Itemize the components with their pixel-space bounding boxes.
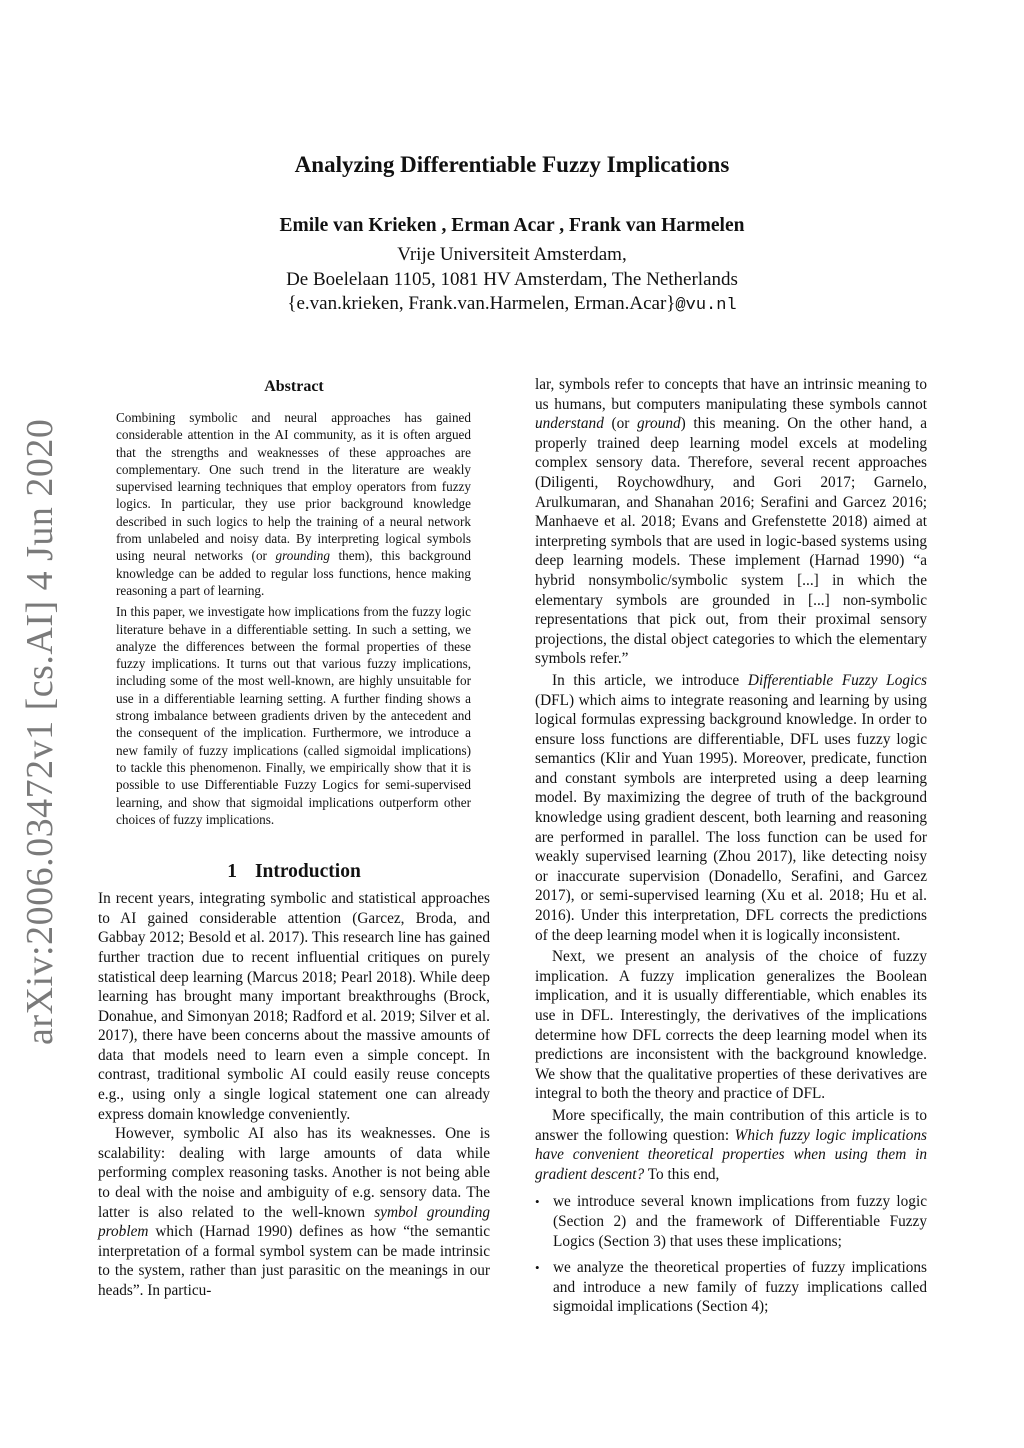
intro-paragraph-2: However, symbolic AI also has its weaknesses. One is scalability: dealing with large amounts of data while performing complex reasoning tasks. Another is not being able to deal with the noise and ambiguity of e.g. sensory data. The latter is also related to the well-known symbol grounding problem which (Harnad 1990) defines as how “the semantic interpretation of a formal symbol system can be made intrinsic to the system, rather than just parasitic on the meanings in our heads”. In particu- bbox=[98, 1125, 490, 1299]
right-paragraph-3: Next, we present an analysis of the choice of fuzzy implication. A fuzzy implication generalizes the Boolean implication, and it is usually differentiable, which enables its use in DFL. Interestingly, the derivatives of the implications determine how DFL corrects the deep learning model when its predictions are inconsistent with the background knowledge. We show that the qualitative properties of these derivatives are integral to both the theory and practice of DFL. bbox=[535, 948, 927, 1103]
right-paragraph-2: In this article, we introduce Differentiable Fuzzy Logics (DFL) which aims to integrate reasoning and learning by using logical formulas expressing background knowledge. In order to ensure loss functions are differentiable, DFL uses fuzzy logic semantics (Klir and Yuan 1995). Moreover, predicate, function and constant symbols are interpreted using a deep learning model. By maximizing the degree of truth of the background knowledge using gradient descent, both learning and reasoning are performed in parallel. The loss function can be used for weakly supervised learning (Zhou 2017), like detecting noisy or inaccurate supervision (Donadello, Serafini, and Garcez 2017), or semi-supervised learning (Xu et al. 2018; Hu et al. 2016). Under this interpretation, DFL corrects the predictions of the deep learning model when it is logically inconsistent. bbox=[535, 671, 927, 944]
abstract-heading: Abstract bbox=[264, 378, 324, 395]
section-heading-introduction bbox=[98, 861, 490, 883]
affiliation-line-1: Vrije Universiteit Amsterdam, bbox=[397, 244, 627, 265]
contribution-list bbox=[535, 1192, 927, 1317]
right-column bbox=[535, 375, 927, 1324]
author-list: Emile van Krieken , Erman Acar , Frank van Harmelen bbox=[279, 215, 745, 236]
affiliation-block bbox=[0, 243, 1024, 319]
email-names: {e.van.krieken, Frank.van.Harmelen, Erman.Acar} bbox=[287, 293, 676, 314]
right-paragraph-4: More specifically, the main contribution of this article is to answer the following question: Which fuzzy logic implications have convenient theoretical properties when using them in gradient descent? To this end, bbox=[535, 1106, 927, 1183]
bullet-icon: • bbox=[535, 1260, 540, 1276]
left-column bbox=[98, 375, 490, 1301]
section-title: Introduction bbox=[254, 861, 361, 883]
list-item: • we introduce several known implications from fuzzy logic (Section 2) and the framework of Differentiable Fuzzy Logics (Section 3) that uses these implications; bbox=[535, 1193, 927, 1250]
intro-paragraph-1: In recent years, integrating symbolic and statistical approaches to AI gained considerable attention (Garcez, Broda, and Gabbay 2012; Besold et al. 2017). This research line has gained further traction due to recent influential critiques on purely statistical deep learning (Marcus 2018; Pearl 2018). While deep learning has brought many important breakthroughs (Brock, Donahue, and Simonyan 2018; Radford et al. 2019; Silver et al. 2017), there have been concerns about the massive amounts of data that models need to learn even a simple concept. In contrast, traditional symbolic AI could easily reuse concepts e.g., using only a single logical statement one can already express domain knowledge conveniently. bbox=[98, 890, 490, 1123]
arxiv-identifier: arXiv:2006.03472v1 [cs.AI] 4 Jun 2020 bbox=[19, 418, 61, 1045]
bullet-icon: • bbox=[535, 1194, 540, 1210]
author-emails bbox=[0, 292, 1024, 319]
affiliation-line-2: De Boelelaan 1105, 1081 HV Amsterdam, The Netherlands bbox=[286, 268, 738, 290]
abstract-body bbox=[98, 409, 490, 828]
abstract-paragraph-1: Combining symbolic and neural approaches has gained considerable attention in the AI community, as it is often argued that the strengths and weaknesses of these approaches are complementary. One such trend in the literature are weakly supervised learning techniques that employ operators from fuzzy logics. In particular, they use prior background knowledge described in such logics to help the training of a neural network from unlabeled and noisy data. By interpreting logical symbols using neural networks (or grounding them), this background knowledge can be added to regular loss functions, hence making reasoning a part of learning. bbox=[116, 410, 471, 598]
introduction-body bbox=[98, 889, 490, 1300]
paper-title: Analyzing Differentiable Fuzzy Implications bbox=[294, 152, 730, 177]
abstract-paragraph-2: In this paper, we investigate how implications from the fuzzy logic literature behave in a differentiable setting. In such a setting, we analyze the differences between the formal properties of these fuzzy implications. It turns out that various fuzzy implications, including some of the most well-known, are highly unsuitable for use in a differentiable learning setting. A further finding shows a strong imbalance between gradients driven by the antecedent and the consequent of the implication. Furthermore, we introduce a new family of fuzzy implications (called sigmoidal implications) to tackle this phenomenon. Finally, we empirically show that it is possible to use Differentiable Fuzzy Logics for semi-supervised learning, and show that sigmoidal implications outperform other choices of fuzzy implications. bbox=[116, 604, 471, 827]
list-item: • we analyze the theoretical properties of fuzzy implications and introduce a new family of fuzzy implications called sigmoidal implications (Section 4); bbox=[535, 1259, 927, 1316]
section-number: 1 bbox=[227, 861, 237, 883]
right-paragraph-1: lar, symbols refer to concepts that have an intrinsic meaning to us humans, but computers manipulating these symbols cannot understand (or ground) this meaning. On the other hand, a properly trained deep learning model excels at modeling complex sensory data. Therefore, several recent approaches (Diligenti, Roychowdhury, and Gori 2017; Garnelo, Arulkumaran, and Shanahan 2016; Serafini and Garcez 2016; Manhaeve et al. 2018; Evans and Grefenstette 2018) aimed at interpreting symbols that are used in logic-based systems using deep learning models. These implement (Harnad 1990) “a hybrid nonsymbolic/symbolic system [...] in which the elementary symbols are grounded in [...] non-symbolic representations that pick out, from their proximal sensory projections, the distal object categories to which the elementary symbols refer.” bbox=[535, 376, 927, 668]
email-domain: @vu.nl bbox=[675, 296, 737, 315]
